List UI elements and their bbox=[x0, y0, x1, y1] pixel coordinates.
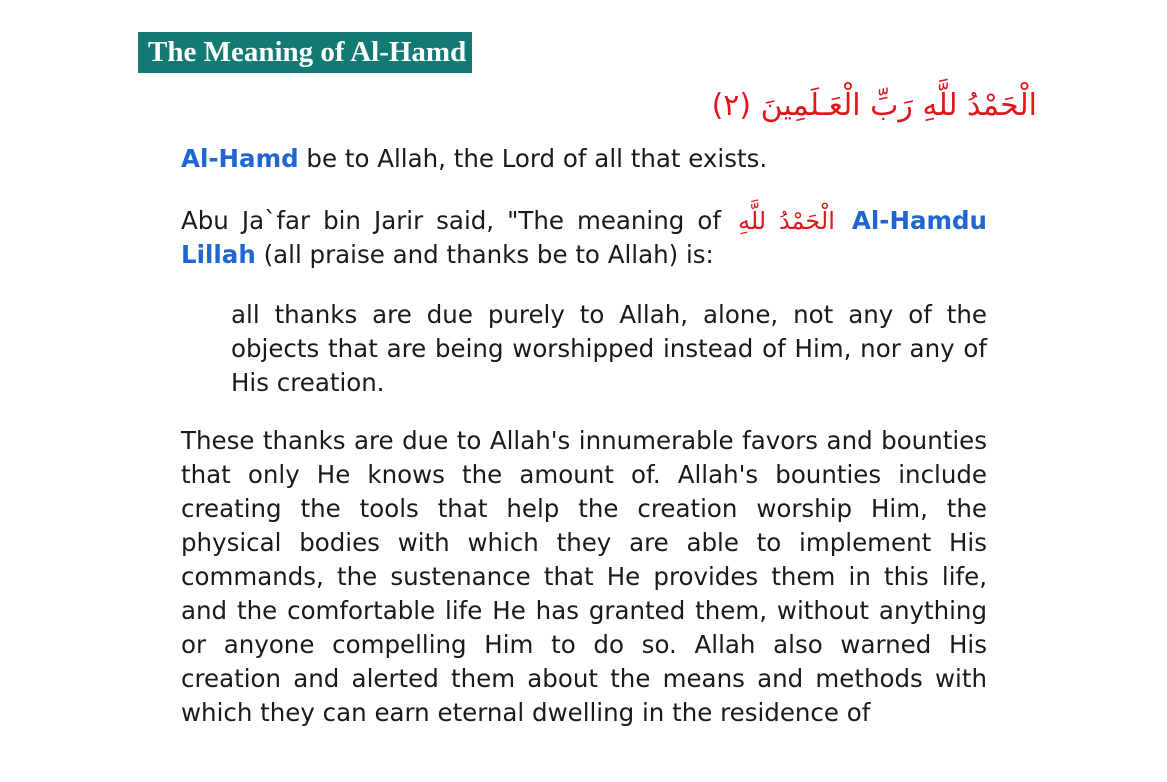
block-quote: all thanks are due purely to Allah, alone, not any of the objects that are being worshipped instead of Him, nor any of His creation. bbox=[231, 300, 987, 397]
paragraph-explanation: These thanks are due to Allah's innumerable favors and bounties that only He knows the amount of. Allah's bounties include creating the tools that help the creation worship Him, the physical bodies with which they are able to implement His commands, the sustenance that He provides them in this life, and the comfortable life He has granted them, without anything or anyone compelling Him to do so. Allah also warned His creation and alerted them about the means and methods with which they can earn eternal dwelling in the residence of bbox=[181, 426, 987, 727]
paragraph-definition bbox=[181, 142, 987, 176]
term-al-hamd: Al-Hamd bbox=[181, 144, 299, 173]
attribution-rest: (all praise and thanks be to Allah) is: bbox=[255, 240, 714, 269]
arabic-phrase: الْحَمْدُ للَّهِ bbox=[737, 207, 835, 235]
section-heading: The Meaning of Al-Hamd bbox=[138, 32, 472, 73]
attribution-lead: Abu Ja`far bin Jarir said, "The meaning of bbox=[181, 206, 734, 235]
paragraph-definition-text: be to Allah, the Lord of all that exists. bbox=[298, 144, 768, 173]
paragraph-attribution bbox=[181, 204, 987, 272]
quran-verse: الْحَمْدُ للَّهِ رَبِّ الْعَـلَمِينَ (٢) bbox=[711, 88, 1037, 123]
term-al-hamdu-lillah: Al-Hamdu Lillah bbox=[181, 206, 987, 269]
